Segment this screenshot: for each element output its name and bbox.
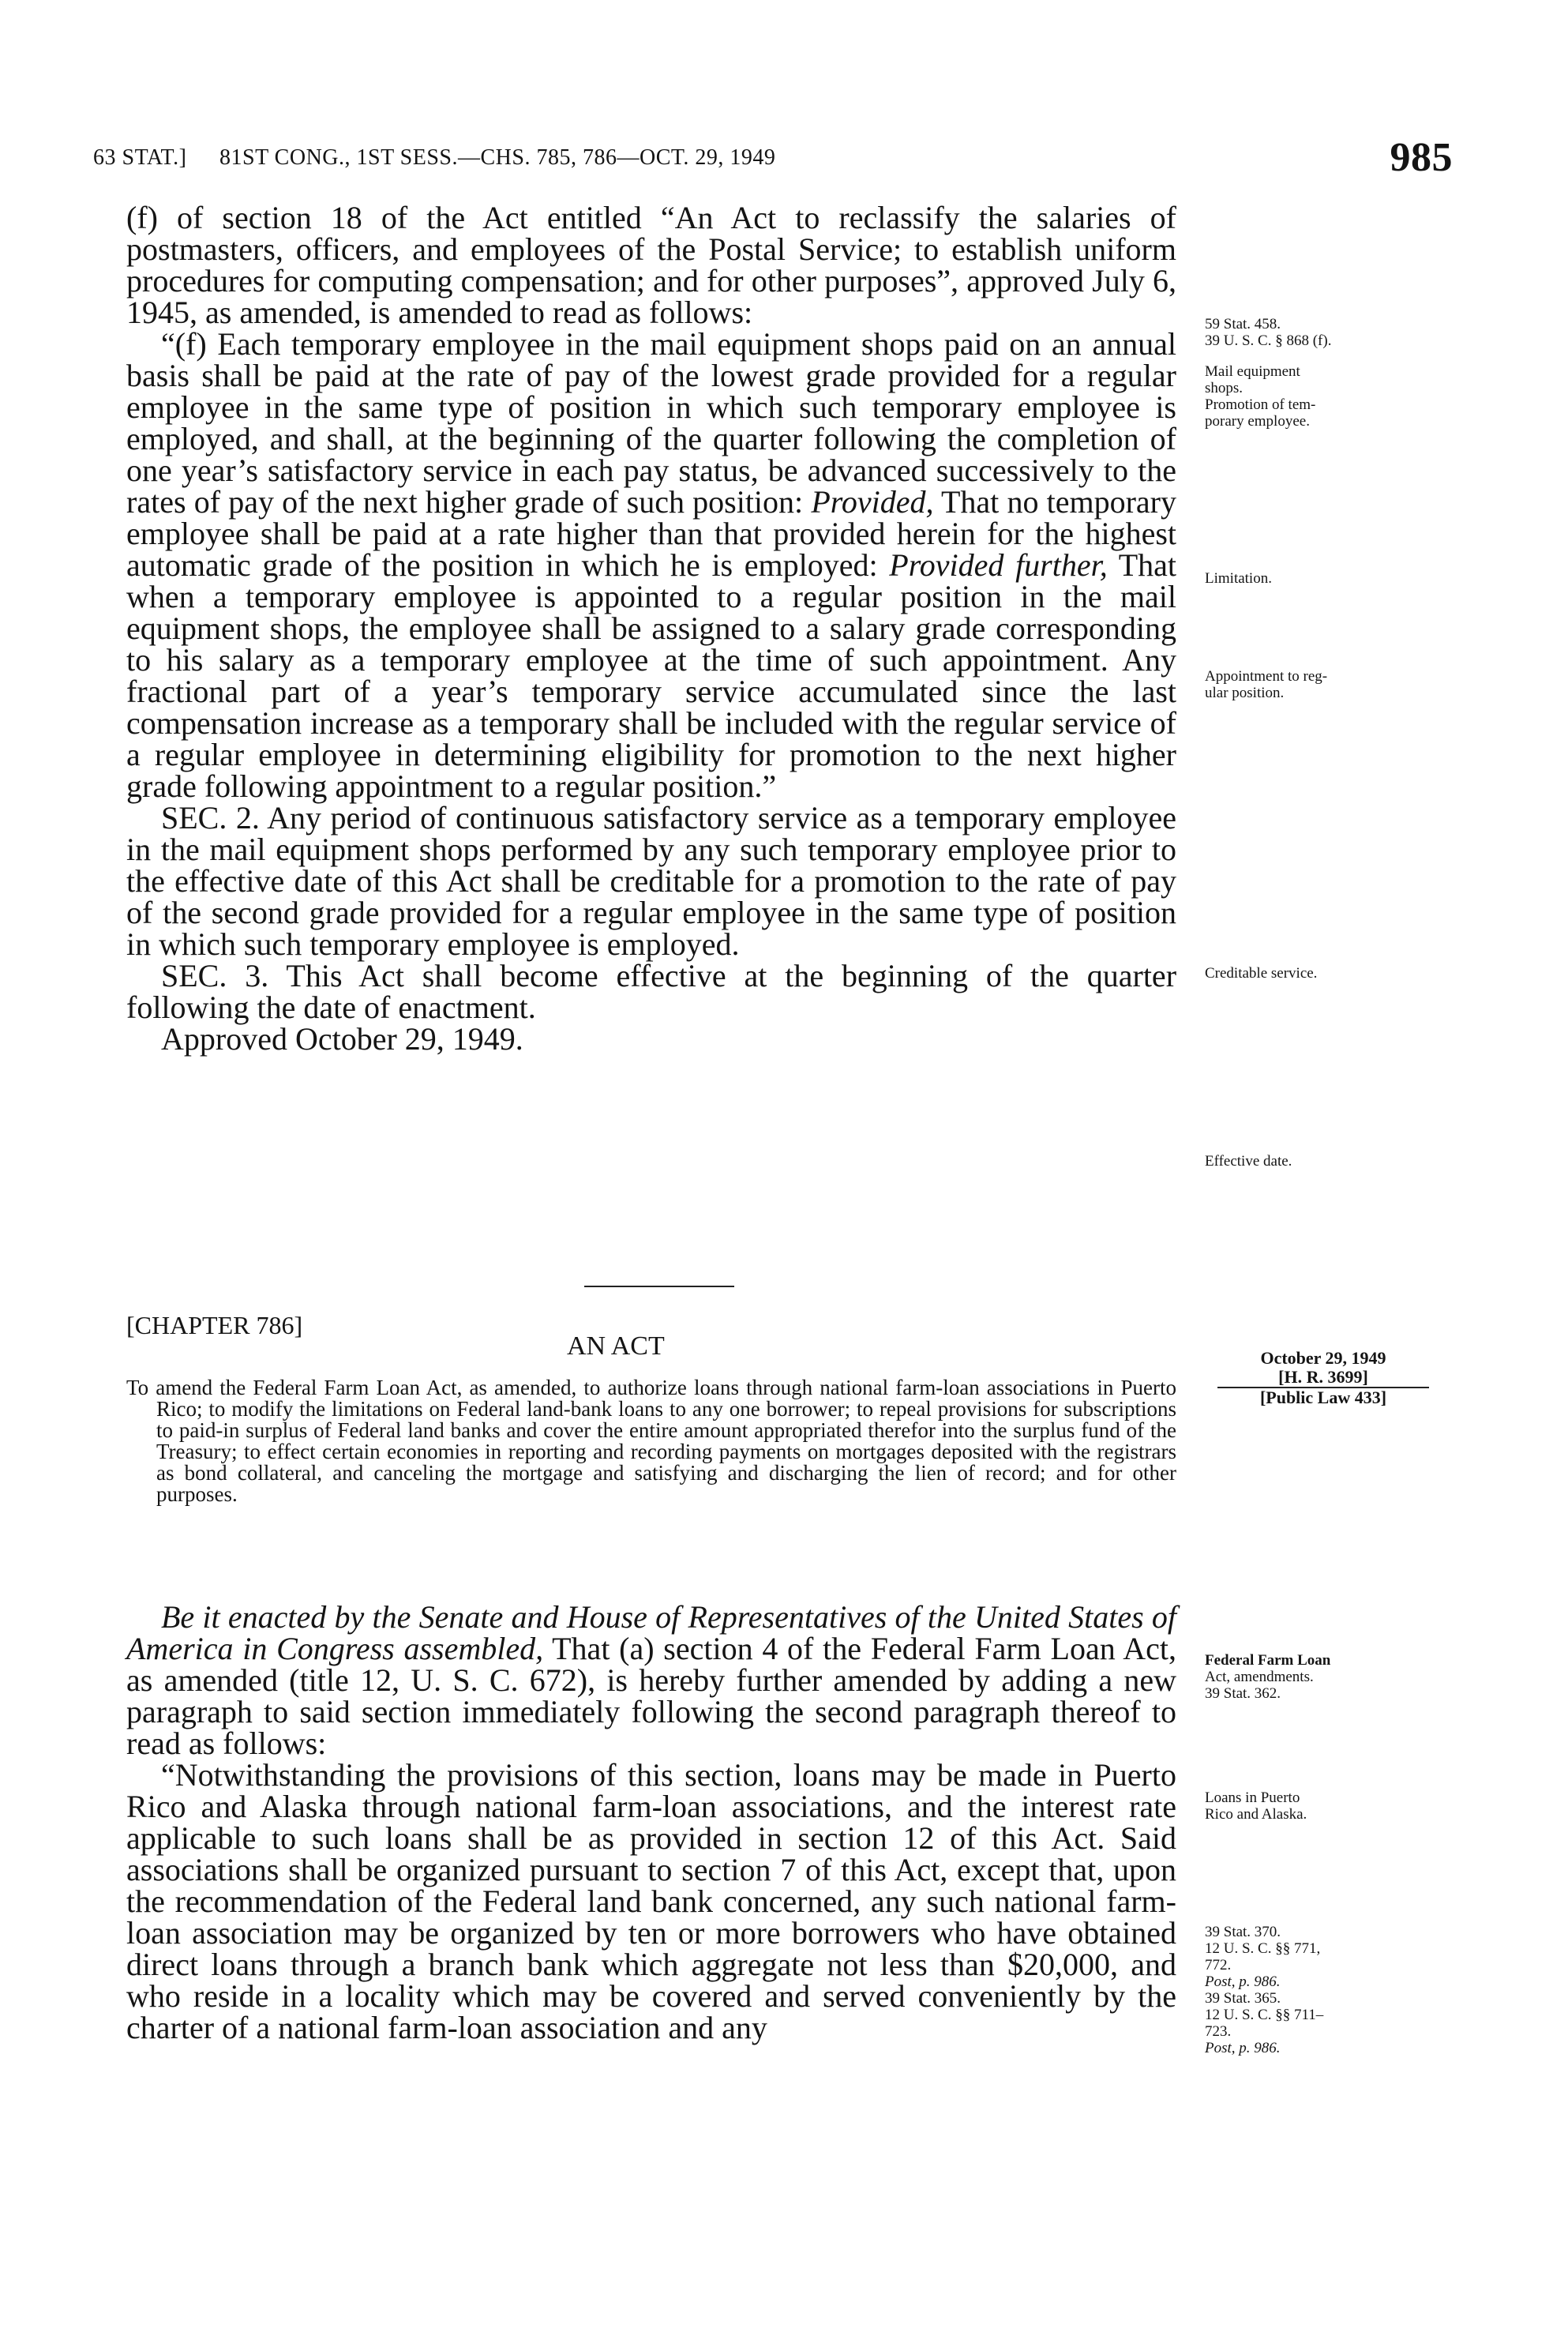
margin-mail-equipment-2: shops. — [1205, 380, 1244, 396]
margin-limitation: Limitation. — [1205, 570, 1272, 587]
chapter-785-body — [126, 202, 1176, 1055]
margin-cite-2: 12 U. S. C. §§ 771, — [1205, 1940, 1321, 1957]
margin-ffla-3: 39 Stat. 362. — [1205, 1685, 1281, 1702]
margin-appointment-1: Appointment to reg- — [1205, 668, 1328, 685]
paragraph-f — [126, 326, 1176, 804]
section-2-text: Any period of continuous satisfactory service as a temporary employee in the mail equipment shops performed by any such temporary employee prior to the effective date of this Act shall be creditable for a promotion to the rate of pay of the second grade provided for a regular employee in the same type of position in which such temporary employee is employed. — [126, 800, 1176, 962]
margin-note-ffla — [1205, 1652, 1442, 1702]
margin-cite-8: Post, p. 986. — [1205, 2040, 1281, 2056]
bill-number: [H. R. 3699] — [1217, 1368, 1429, 1388]
margin-ffla-1: Federal Farm Loan — [1205, 1652, 1331, 1669]
margin-cite-stat: 59 Stat. 458. — [1205, 316, 1281, 332]
margin-loans-2: Rico and Alaska. — [1205, 1806, 1307, 1823]
page-number: 985 — [1390, 135, 1453, 180]
section-2 — [126, 802, 1176, 960]
margin-cite-7: 723. — [1205, 2023, 1232, 2040]
chapter-divider — [584, 1286, 734, 1287]
proviso-2: Provided further, — [889, 547, 1108, 583]
proviso-1: Provided, — [811, 484, 934, 520]
margin-mail-equipment-1: Mail equipment — [1205, 363, 1300, 380]
margin-cite-usc: 39 U. S. C. § 868 (f). — [1205, 332, 1332, 349]
header-volume: 63 STAT.] — [93, 145, 187, 170]
margin-cite-1: 39 Stat. 370. — [1205, 1924, 1281, 1940]
margin-note-citations — [1205, 1924, 1442, 2056]
running-header — [93, 134, 1453, 182]
margin-note-limitation — [1205, 570, 1442, 587]
chapter-786-body — [126, 1599, 1176, 2045]
margin-note-mail-equipment — [1205, 363, 1442, 430]
section-3-text: This Act shall become effective at the beginning of the quarter following the date of enactment. — [126, 958, 1177, 1025]
paragraph-f-part-c: That when a temporary employee is appointed to a regular position in the mail equipment shops, the employee shall be assigned to a salary grade corresponding to his salary as a temporary employee at the time of such appointment. Any fractional part of a year’s temporary service accumulated since the last compensation increase as a temporary shall be included with the regular service of a regular employee in determining eligibility for promotion to the next higher grade following appointment to a regular position.” — [126, 547, 1176, 804]
public-law-number: [Public Law 433] — [1259, 1388, 1387, 1407]
section-3-label: SEC. 3. — [161, 958, 269, 993]
section-3 — [126, 960, 1176, 1023]
margin-loans-1: Loans in Puerto — [1205, 1789, 1300, 1806]
act-summary — [126, 1377, 1176, 1505]
act-summary-text: To amend the Federal Farm Loan Act, as amended, to authorize loans through national farm-loan associations in Puerto Rico; to modify the limitations on Federal land-bank loans to any one borrower; to repeal provisions for subscriptions to paid-in surplus of Federal land banks and cover the entire amount appropriated therefor into the surplus fund of the Treasury; to effect certain economies in reporting and recording payments on mortgages deposited with the registrars as bond collateral, and canceling the mortgage and satisfying and discharging the lien of record; and for other purposes. — [126, 1376, 1176, 1506]
margin-note-appointment — [1205, 668, 1442, 701]
margin-note-creditable — [1205, 965, 1442, 982]
margin-note-citation — [1205, 316, 1442, 349]
notwithstanding-paragraph: “Notwithstanding the provisions of this section, loans may be made in Puerto Rico and Alaska through national farm-loan associations, and the interest rate applicable to such loans shall be as provided in section 12 of this Act. Said associations shall be organized pursuant to section 7 of this Act, except that, upon the recommendation of the Federal land bank concerned, any such national farm-loan association may be organized by ten or more borrowers who have obtained direct loans through a branch bank which aggregate not less than $20,000, and who reside in a locality which may be covered and served conveniently by the charter of a national farm-loan association and any — [126, 1757, 1176, 2045]
enacting-paragraph — [126, 1599, 1176, 1761]
chapter-786-label: [CHAPTER 786] — [126, 1311, 303, 1339]
margin-cite-3: 772. — [1205, 1957, 1232, 1973]
margin-effective: Effective date. — [1205, 1153, 1292, 1170]
margin-creditable: Creditable service. — [1205, 965, 1318, 982]
enacting-clause: Be it enacted by the Senate and House of Representatives of the United States of America in Congress assembled, — [126, 1599, 1176, 1666]
paragraph-f-part-b: That no temporary employee shall be paid at a rate higher than that provided herein for the highest automatic grade of the position in which he is employed: — [126, 484, 1176, 583]
an-act-heading: AN ACT — [567, 1331, 665, 1361]
margin-promotion-1: Promotion of tem- — [1205, 396, 1316, 413]
margin-cite-5: 39 Stat. 365. — [1205, 1990, 1281, 2007]
intro-paragraph: (f) of section 18 of the Act entitled “An Act to reclassify the salaries of postmasters, officers, and employees of the Postal Service; to establish uniform procedures for computing compensation; and for other purposes”, approved July 6, 1945, as amended, is amended to read as follows: — [126, 200, 1176, 330]
enactment-date: October 29, 1949 — [1260, 1348, 1386, 1368]
section-4-amendment: That (a) section 4 of the Federal Farm Loan Act, as amended (title 12, U. S. C. 672), is hereby further amended by adding a new paragraph to said section immediately following the second paragraph thereof to read as follows: — [126, 1631, 1176, 1761]
header-session: 81ST CONG., 1ST SESS.—CHS. 785, 786—OCT. 29, 1949 — [219, 145, 776, 170]
margin-cite-6: 12 U. S. C. §§ 711– — [1205, 2007, 1324, 2023]
section-2-label: SEC. 2. — [161, 800, 260, 836]
margin-note-effective — [1205, 1153, 1442, 1170]
paragraph-f-part-a: “(f) Each temporary employee in the mail equipment shops paid on an annual basis shall be paid at the rate of pay of the lowest grade provided for a regular employee in the same type of position in which such temporary employee is employed, and shall, at the beginning of the quarter following the completion of one year’s satisfactory service in each pay status, be advanced successively to the rates of pay of the next higher grade of such position: — [126, 326, 1176, 520]
bill-info — [1205, 1349, 1442, 1407]
margin-note-loans — [1205, 1789, 1442, 1823]
margin-promotion-2: porary employee. — [1205, 413, 1310, 430]
margin-ffla-2: Act, amendments. — [1205, 1669, 1314, 1685]
margin-cite-4: Post, p. 986. — [1205, 1973, 1281, 1990]
margin-appointment-2: ular position. — [1205, 685, 1285, 701]
approval-line: Approved October 29, 1949. — [161, 1021, 523, 1057]
